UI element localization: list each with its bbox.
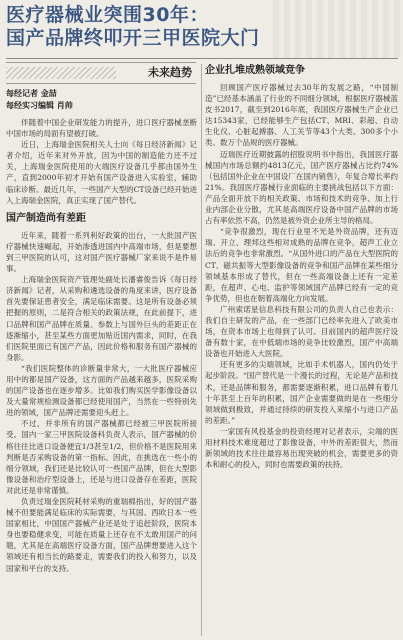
right-section-paragraph: 迈瑞医疗近期披露的招股说明书中指出，我国医疗器械国内市场总额约4813亿元，国产医疗器械占比约74%（包括国外企业在中国设厂在国内销售），年复合增长率约21%。我国医疗器械行业面临的主要挑战包括以下方面：产品全面开放下的相关政策、市场和技术的竞争、加上行业内部企业分散，尤其是高端医疗设备中国产品牌的市场占有率依然不高，仍然是被外资企业所主导的格局。: [205, 149, 398, 226]
subheadline: 未来趋势: [148, 66, 192, 79]
hatch-decoration: [6, 67, 116, 79]
right-section-paragraph: 广州索诺星信息科技有限公司的负责人自己也表示：我们自主研发的产品，在一些部门已经率先进入了欧美市场，在资本市场上也得到了认可。目前国内的超声医疗设备有数十家，在中低端市场的竞争比较激烈，国产中高端设备也开始进入大医院。: [205, 304, 398, 359]
left-section-paragraph: 上海瑞金医院资产管理处副处长潘睿俊告诉《每日经济新闻》记者，从采购和遴选设备的角度来讲，医疗设备首先要保证患者安全，满足临床需要。这是所有设备必须把握的原则，二是符合相关的政策法规，在此前提下，进口品牌和国产品牌在质量、参数上与国外巨头的差距正在逐渐缩小，甚至某些方面更加贴近国内需求，同时，在我们医院里面已有国产产品，因此价格和服务有国产器械的身影。: [6, 275, 197, 362]
subheadline-box: [6, 62, 196, 84]
headline-rule: [6, 58, 398, 59]
headline-line-1: 医疗器械业突围30年：: [6, 4, 209, 26]
right-column: [205, 64, 398, 470]
left-section-paragraph: 不过，并非所有的国产器械都已经被三甲医院所接受。国内一家三甲医院设备科负责人表示，国产器械的价格往往比进口设备便宜1/3甚至1/2，但价格不是医院用来判断是否采购设备的第一指标。因此，在挑选在一些小的细分领域，我们还是比较认可一些国产品牌，但在大型影像设备和治疗型设备上，还是与进口设备存在差距，医院对此还是非常谨慎。: [6, 419, 197, 495]
left-column: [6, 88, 197, 574]
byline-reporter: 每经记者 金喆: [6, 89, 57, 98]
left-section-title: 国产制造尚有差距: [6, 212, 86, 224]
right-section-paragraph: 一家国有风投基金的投资经理对记者表示，尖端的医用材料技术难度超过了影像设备，中外的差距很大，然而新领域的技术往往最容易出现突破的机会，需要更多的资本和耐心的投入，同时也需要政策的扶持。: [205, 426, 398, 470]
byline-editor: 每经实习编辑 肖帅: [6, 101, 73, 110]
right-section-paragraph: 还有更多的尖端领域，比如手术机器人，国内仍处于起步阶段。“国产替代是一个漫长的过程，无论是产品和技术，还是品牌和服务，都需要逐渐积累，进口品牌有着几十年甚至上百年的积累，国产企业需要做的是在一些细分领域做到极致，并通过持续的研发投入来缩小与进口产品的差距。”: [205, 360, 398, 425]
right-section-paragraph: 回顾国产医疗器械过去30年的发展之路，“中国制造”已经基本涵盖了行业的不同细分领域，根据医疗器械蓝皮书2017，截至到2016年底，我国医疗器械生产企业已达15343家，已经能够生产包括CT、MRI、彩超、自动生化仪、心脏起搏器、人工关节等43个大类、300多个小类、数万个品规的医疗器械。: [205, 83, 398, 148]
left-section-paragraph: “我们医院整体的诊断量非常大，一大批医疗器械应用中的都是国产设备，这方面的产品越来越多，医院采购的国产设备也在逐步增多。比如我们购买医学影像设备以及大量常规检测设备都已经使用国产，当然在一些特别先进的领域，国产品牌还需要迎头赶上。: [6, 363, 197, 418]
left-section-paragraph: 负责过瑞金医院耗材采购的重瑞棉指出，好的国产器械不但要能满足临床的实际需要，与其国、西欧日本一些国家相比，中国国产器械产业还是处于追赶阶段，医院本身也要稳健求变，可能在质量上还存在不太敢用国产的问题，尤其是在高端医疗设备方面，国产品牌想要进入这个领域还有相当长的路要走，需要我们的投入和努力，以及国家和平台的支持。: [6, 497, 197, 573]
right-section-title: 企业扎堆成熟领域竞争: [205, 65, 305, 76]
headline: [6, 4, 398, 50]
right-section-paragraph: “竞争很激烈，现在行业里不光是外资品牌，还有迈瑞、开立、理邦这些相对成熟的品牌在竞争，超声工业立法后的竞争也非常激烈。“从国外进口的产品在大型医院的CT、磁共振等大型影像设备的竞争和国产品牌在某些细分领域基本形成了替代，但在一些高端设备上还有一定差距，在超声、心电、监护等领域国产品牌已经有一定的竞争优势，但也在朝着高端化方向发展。: [205, 227, 398, 303]
column-divider: [201, 64, 202, 636]
left-intro-paragraph: 近日，上海瑞金医院相关人士向《每日经济新闻》记者介绍，近年来对外开放，因为中国的制造能力还不过关，上海瑞金医院使用的大端医疗设备几乎都由国外生产，直到2000年初才开始有国产设备进入实验室，辅助临床诊断。最近几年，一些国产大型的CT设备已经开始进入上海瑞金医院，真正实现了国产替代。: [6, 140, 197, 205]
left-section-paragraph: 近年来，随着一系列利好政策的出台，一大批国产医疗器械快速崛起，开始渗透进国内中高端市场，但是要想到三甲医院的认可，这对国产医疗器械厂家来说不是件易事。: [6, 230, 197, 274]
headline-line-2: 国产品牌终叩开三甲医院大门: [6, 27, 260, 49]
left-intro-paragraph: 伴随着中国企业研发能力的提升，进口医疗器械垄断中国市场的局面有望被打破。: [6, 118, 197, 139]
